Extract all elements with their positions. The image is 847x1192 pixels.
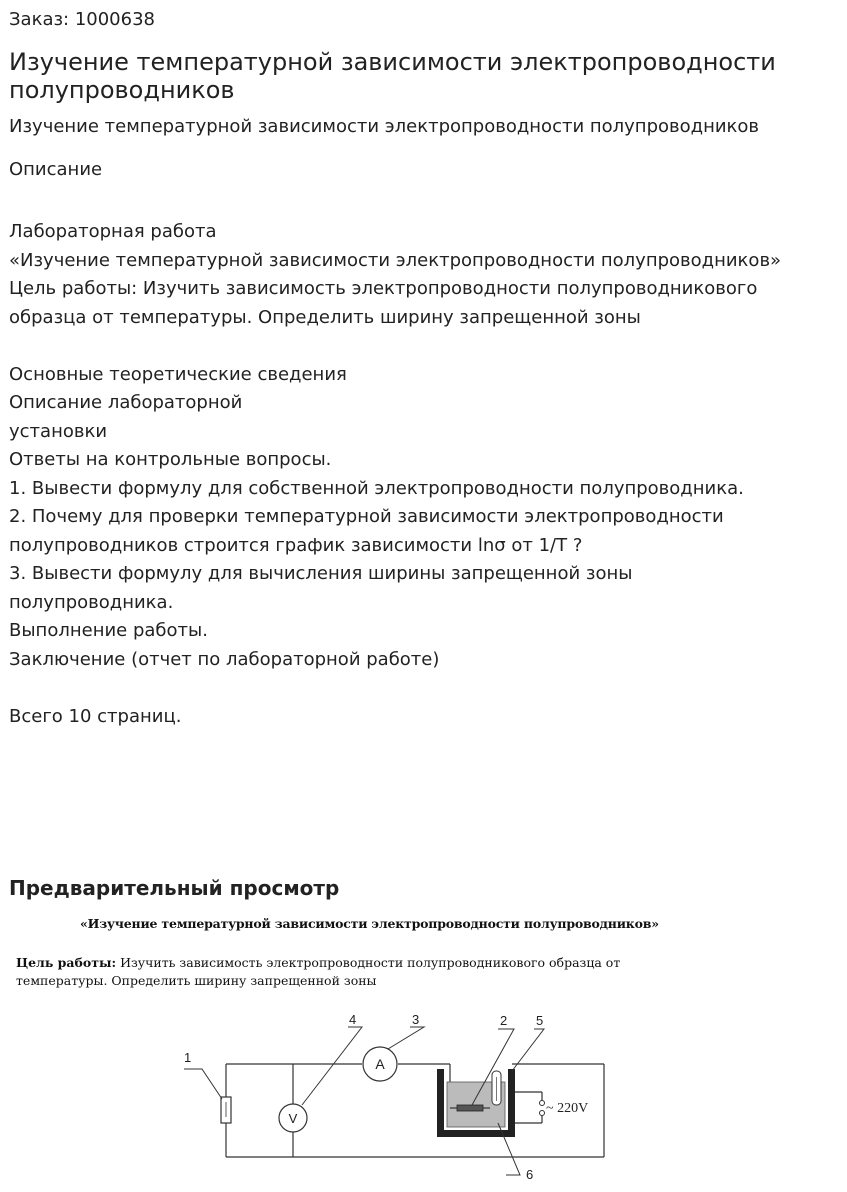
- supply-terminal: [540, 1101, 545, 1106]
- supply-label: ~ 220V: [546, 1101, 589, 1116]
- preview-heading: Предварительный просмотр: [9, 876, 340, 900]
- supply-terminal: [540, 1111, 545, 1116]
- callout-label-5: 5: [536, 1013, 544, 1028]
- vessel-wall-left: [437, 1069, 444, 1137]
- body-line: «Изучение температурной зависимости электропроводности полупроводников»: [9, 249, 782, 271]
- semiconductor-sample: [457, 1105, 483, 1111]
- body-line: 3. Вывести формулу для вычисления ширины запрещенной зоны: [9, 563, 633, 584]
- body-line: полупроводников строится график зависимости lnσ от 1/T ?: [9, 534, 583, 556]
- voltmeter-label: V: [288, 1111, 298, 1126]
- preview-goal-label: Цель работы:: [16, 955, 117, 970]
- vessel-wall-right: [508, 1069, 515, 1137]
- body-line: Всего 10 страниц.: [9, 705, 182, 727]
- body-line: установки: [9, 420, 108, 442]
- callout-label-1: 1: [184, 1050, 192, 1065]
- callout-label-4: 4: [349, 1012, 357, 1027]
- body-line: Описание лабораторной: [9, 392, 243, 413]
- body-line: Ответы на контрольные вопросы.: [9, 449, 332, 470]
- body-line: Выполнение работы.: [9, 620, 208, 641]
- body-line: [9, 332, 781, 361]
- ammeter-label: A: [375, 1056, 385, 1072]
- preview-doc-title: «Изучение температурной зависимости электропроводности полупроводников»: [80, 916, 659, 931]
- body-line: 2. Почему для проверки температурной зависимости электропроводности: [9, 506, 724, 527]
- description-body: [9, 218, 781, 731]
- body-line: полупроводника.: [9, 591, 174, 613]
- description-heading: Описание: [9, 159, 103, 180]
- body-line: Основные теоретические сведения: [9, 363, 347, 385]
- body-line: Заключение (отчет по лабораторной работе): [9, 648, 440, 670]
- page-subtitle: Изучение температурной зависимости электропроводности полупроводников: [9, 116, 760, 137]
- preview-goal: [16, 954, 696, 990]
- order-number: Заказ: 1000638: [9, 9, 155, 30]
- body-line: 1. Вывести формулу для собственной электропроводности полупроводника.: [9, 477, 744, 499]
- body-line: образца от температуры. Определить ширину запрещенной зоны: [9, 306, 641, 328]
- body-line: [9, 674, 781, 703]
- circuit-diagram: [160, 1005, 620, 1185]
- preview-goal-text: Изучить зависимость электропроводности полупроводникового образца от температуры. Определить ширину запрещенной зоны: [16, 955, 621, 988]
- page-title: Изучение температурной зависимости электропроводности полупроводников: [9, 48, 776, 104]
- body-line: Цель работы: Изучить зависимость электропроводности полупроводникового: [9, 278, 758, 299]
- callout-label-2: 2: [500, 1013, 508, 1028]
- callout-label-3: 3: [412, 1012, 420, 1027]
- body-line: Лабораторная работа: [9, 221, 217, 242]
- callout-label-6: 6: [526, 1167, 534, 1182]
